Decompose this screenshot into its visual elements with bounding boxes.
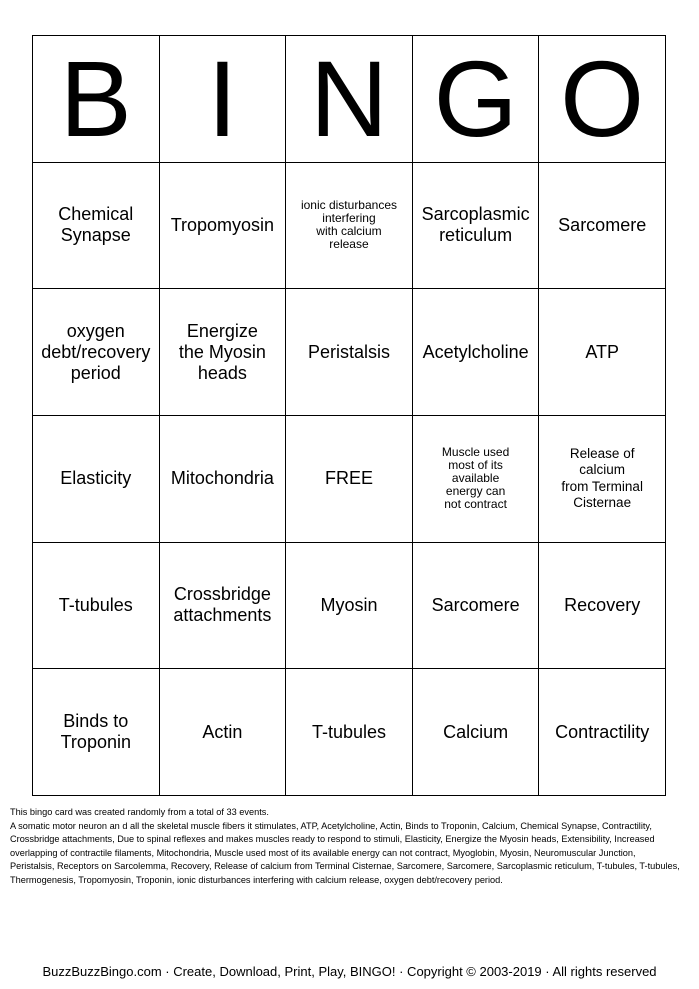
bingo-cell: Contractility: [539, 669, 666, 796]
header-letter-n: N: [286, 36, 413, 163]
bingo-cell: Tropomyosin: [160, 163, 287, 290]
bingo-cell: Sarcomere: [413, 543, 540, 670]
bingo-cell: T-tubules: [286, 669, 413, 796]
header-letter-i: I: [160, 36, 287, 163]
header-letter-o: O: [539, 36, 666, 163]
bingo-cell: Binds to Troponin: [33, 669, 160, 796]
bingo-cell: Myosin: [286, 543, 413, 670]
bingo-cell: Mitochondria: [160, 416, 287, 543]
bingo-cell: Peristalsis: [286, 289, 413, 416]
bingo-cell: Crossbridge attachments: [160, 543, 287, 670]
card-summary: This bingo card was created randomly from a total of 33 events.: [10, 807, 269, 817]
bingo-cell: Elasticity: [33, 416, 160, 543]
bingo-cell: Sarcoplasmic reticulum: [413, 163, 540, 290]
bingo-cell: Acetylcholine: [413, 289, 540, 416]
free-space: FREE: [286, 416, 413, 543]
bingo-cell: ATP: [539, 289, 666, 416]
bingo-cell: T-tubules: [33, 543, 160, 670]
bingo-cell: Actin: [160, 669, 287, 796]
bingo-cell: Release of calcium from Terminal Cisternae: [539, 416, 666, 543]
header-letter-b: B: [33, 36, 160, 163]
bingo-cell: Energize the Myosin heads: [160, 289, 287, 416]
copyright-line: BuzzBuzzBingo.com · Create, Download, Print, Play, BINGO! · Copyright © 2003-2019 · All rights reserved: [42, 964, 657, 979]
bingo-cell: Calcium: [413, 669, 540, 796]
bingo-cell: ionic disturbances interfering with calcium release: [286, 163, 413, 290]
bingo-cell: Sarcomere: [539, 163, 666, 290]
card-info: [10, 806, 680, 887]
bingo-card: [32, 35, 666, 796]
bingo-cell: Muscle used most of its available energy can not contract: [413, 416, 540, 543]
bingo-cell: Recovery: [539, 543, 666, 670]
header-letter-g: G: [413, 36, 540, 163]
event-list: A somatic motor neuron an d all the skeletal muscle fibers it stimulates, ATP, Acetylcholine, Actin, Binds to Troponin, Calcium, Chemical Synapse, Contractility, Crossbridge attachments, Due to spinal reflexes and makes muscles ready to respond to stimuli, Elasticity, Energize the Myosin heads, Extensibility, Increased overlapping of contractile filaments, Mitochondria, Muscle used most of its available energy can not contract, Myoglobin, Myosin, Neuromuscular Junction, Peristalsis, Receptors on Sarcolemma, Recovery, Release of calcium from Terminal Cisternae, Sarcomere, Sarcomere, Sarcoplasmic reticulum, T-tubules, T-tubules, Thermogenesis, Tropomyosin, Troponin, ionic disturbances interfering with calcium release, oxygen debt/recovery period.: [10, 820, 680, 885]
bingo-cell: oxygen debt/recovery period: [33, 289, 160, 416]
bingo-cell: Chemical Synapse: [33, 163, 160, 290]
